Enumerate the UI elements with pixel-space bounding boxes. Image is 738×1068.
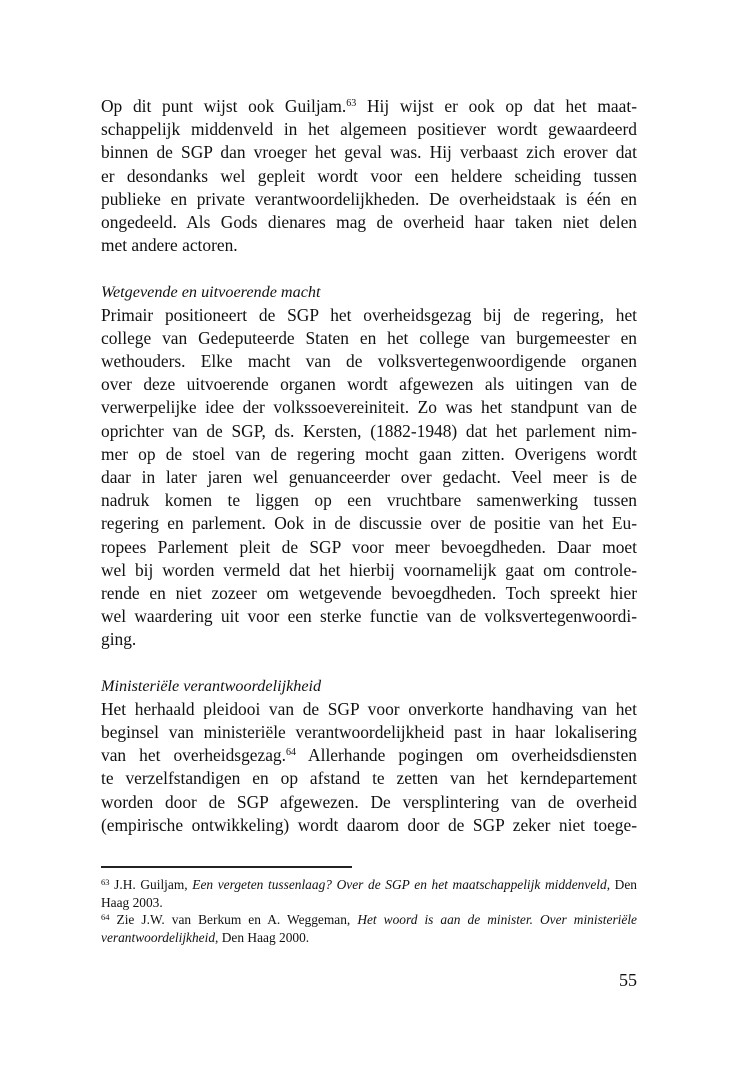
page-number: 55 [619,970,637,990]
section-heading-ministeriele: Ministeriële verantwoordelijkheid [101,676,322,695]
text-line: publieke en private verantwoordelijkheden. De overheidstaak is één en [101,188,637,209]
text-line: schappelijk middenveld in het algemeen positiever wordt gewaardeerd [101,119,637,140]
text-line: wel waardering uit voor een sterke functie van de volksvertegenwoordi- [101,606,637,627]
footnote-64: $^{64}$ Zie J.W. van Berkum en A. Weggeman, Het woord is aan de minister. Over ministeriële [101,912,637,928]
cited-title: Een vergeten tussenlaag? Over de SGP en het maatschappelijk middenveld [192,877,607,892]
text-line: Op dit punt wijst ook Guiljam.$^{63}$ Hij wijst er ook op dat het maat- [101,96,637,116]
footnote-separator [101,866,352,868]
text-line: ging. [101,629,137,650]
text-line: van het overheidsgezag.$^{64}$ Allerhande pogingen om overheidsdiensten [101,745,637,766]
text-line: ropees Parlement pleit de SGP voor meer bevoegdheden. Daar moet [101,536,637,557]
text-line: beginsel van ministeriële verantwoordelijkheid past in haar lokalisering [101,722,637,743]
footnote-number: 63 [101,877,110,887]
text-line: daar in later jaren wel genuanceerder over gedacht. Veel meer is de [101,467,637,487]
text-line: te verzelfstandigen en op afstand te zetten van het kerndepartement [101,768,637,789]
text-line: over deze uitvoerende organen wordt afgewezen als uitingen van de [101,374,637,395]
text-line: worden door de SGP afgewezen. De versplintering van de overheid [101,791,637,812]
section-heading-wetgevende: Wetgevende en uitvoerende macht [101,282,321,301]
text-line: nadruk komen te liggen op een vruchtbare samenwerking tussen [101,490,637,511]
text-line: met andere actoren. [101,235,238,256]
text-line: Primair positioneert de SGP het overheidsgezag bij de regering, het [101,304,637,325]
text-line: regering en parlement. Ook in de discussie over de positie van het Eu- [101,513,637,534]
text-line: rende en niet zozeer om wetgevende bevoegdheden. Toch spreekt hier [101,582,637,603]
paragraph-2 [101,304,637,652]
text-line: oprichter van de SGP, ds. Kersten, (1882-1948) dat het parlement nim- [101,420,637,441]
paragraph-gap [101,652,637,675]
text-line: Het herhaald pleidooi van de SGP voor onverkorte handhaving van het [101,698,637,719]
cited-title: Het woord is aan de minister. Over ministeriële [357,912,637,928]
paragraph-1 [101,95,637,257]
page-body [101,95,637,837]
text-line: wethouders. Elke macht van de volksvertegenwoordigende organen [101,351,637,372]
footnote-number: 64 [101,912,110,923]
footnote-63-continued: Haag 2003. [101,894,163,910]
text-line: wel bij worden vermeld dat het hierbij voornamelijk gaat om controle- [101,559,637,580]
footnote-ref-64[interactable]: 64 [285,747,296,759]
text-line: mer op de stoel van de regering mocht gaan zitten. Overigens wordt [101,443,637,464]
cited-title: verantwoordelijkheid [101,929,216,945]
text-line: ongedeeld. Als Gods dienares mag de overheid haar taken niet delen [101,211,637,232]
text-line: (empirische ontwikkeling) wordt daarom door de SGP zeker niet toege- [101,814,637,835]
footnote-64-continued: verantwoordelijkheid, Den Haag 2000. [101,929,310,945]
footnote-ref-63[interactable]: 63 [346,98,357,109]
paragraph-gap [101,257,637,280]
footnote-63: $^{63}$ J.H. Guiljam, Een vergeten tussenlaag? Over de SGP en het maatschappelijk middenveld, Den [101,877,637,892]
text-line: binnen de SGP dan vroeger het geval was. Hij verbaast zich erover dat [101,142,637,163]
paragraph-3 [101,698,637,837]
text-line: verwerpelijke idee der volkssoevereiniteit. Zo was het standpunt van de [101,397,637,418]
footnotes [101,876,637,946]
text-line: er desondanks wel gepleit wordt voor een heldere scheiding tussen [101,165,637,186]
text-line: college van Gedeputeerde Staten en het college van burgemeester en [101,327,637,348]
